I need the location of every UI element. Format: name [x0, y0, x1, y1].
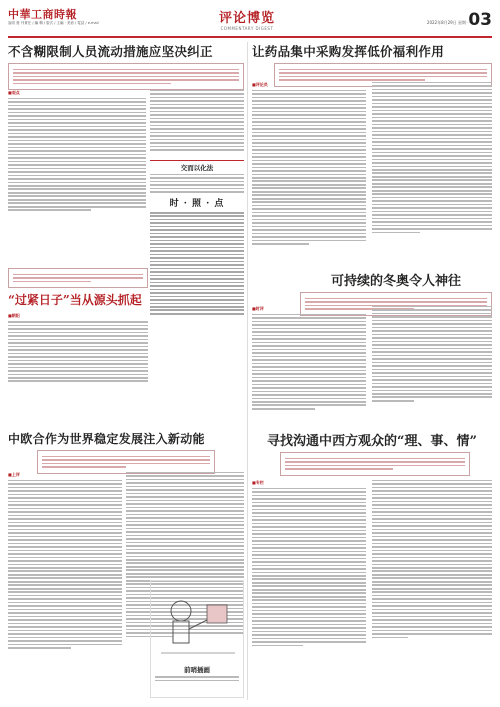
newspaper-brand: 中華工商時報	[8, 8, 77, 21]
sidebar-commentary	[150, 160, 244, 316]
masthead	[8, 6, 492, 38]
left-article-1-body	[8, 88, 146, 213]
left-headline-1: 不含糊限制人员流动措施应坚决纠正	[8, 44, 213, 59]
right-article-3	[252, 430, 492, 479]
left-headline-2: “过紧日子”当从源头抓起	[8, 293, 142, 308]
page-number: 03	[468, 10, 492, 30]
section-english: COMMENTARY DIGEST	[220, 26, 274, 31]
sidebar-dots-title: 时 · 照 · 点	[169, 198, 225, 209]
article-label: ■观点	[8, 90, 20, 95]
right-article-1-col1	[252, 80, 366, 247]
issue-date: 2022年8月29日 星期一	[426, 20, 470, 25]
article-label-2: ■朝阳	[8, 313, 20, 319]
article-label-3: ■上评	[8, 472, 20, 477]
right-headline-2: 可持续的冬奥令人神往	[330, 274, 461, 289]
sidebar-title: 交而以化法	[180, 164, 214, 172]
section-title: 评论博览	[218, 11, 275, 26]
left-headline-3: 中欧合作为世界稳定发展注入新动能	[8, 432, 205, 446]
right-headline-1: 让药品集中采购发挥低价福利作用	[252, 44, 445, 59]
left-article-2	[8, 268, 148, 384]
column-divider	[247, 42, 248, 700]
left-column	[8, 42, 244, 93]
right-label-3: ■专栏	[252, 480, 264, 485]
cartoon-drawing-icon	[151, 581, 243, 661]
left-article-1-col2	[150, 88, 244, 153]
lead-box-1	[8, 63, 244, 90]
section-header	[204, 7, 290, 29]
right-headline-3: 寻找沟通中西方观众的“理、事、情”	[267, 434, 477, 449]
brand-subline: 說明 發 刊責任 / 編 輯 / 版式 / 主編 · 美術 / 電話 / e-mail	[8, 21, 99, 25]
cartoon-illustration	[150, 580, 244, 698]
cartoon-caption: 前哨插画	[184, 666, 210, 674]
right-article-1-col2	[372, 80, 492, 235]
right-label-1: ■评论员	[252, 82, 268, 87]
right-label-2: ■时评	[252, 306, 264, 311]
